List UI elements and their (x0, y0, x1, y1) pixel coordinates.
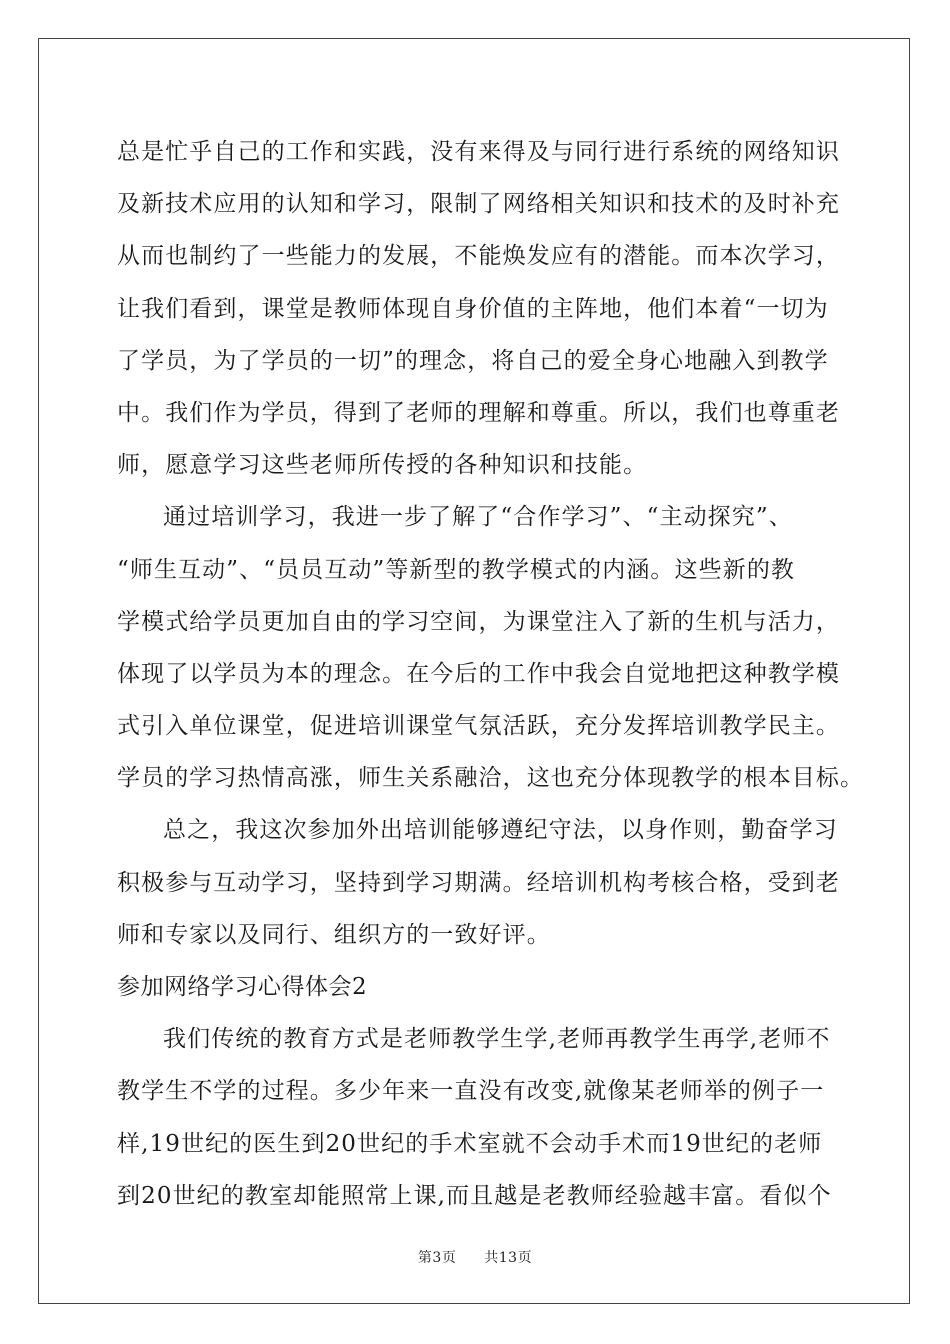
paragraph-1 (117, 126, 847, 491)
text-line: 式引入单位课堂，促进培训课堂气氛活跃，充分发挥培训教学民主。 (117, 713, 840, 740)
text-line: 从而也制约了一些能力的发展，不能焕发应有的潜能。而本次学习， (117, 243, 840, 270)
text-line: 了学员，为了学员的一切”的理念，将自己的爱全身心地融入到教学 (117, 347, 829, 374)
text-line: 总之，我这次参加外出培训能够遵纪守法，以身作则，勤奋学习 (163, 817, 838, 844)
page-footer (0, 1247, 950, 1267)
text-line: 积极参与互动学习，坚持到学习期满。经培训机构考核合格，受到老 (117, 869, 840, 896)
text-line: 及新技术应用的认知和学习，限制了网络相关知识和技术的及时补充 (117, 191, 840, 218)
text-line: 学模式给学员更加自由的学习空间，为课堂注入了新的生机与活力， (117, 608, 840, 635)
paragraph-4 (117, 1013, 847, 1222)
text-line: “师生互动”、“员员互动”等新型的教学模式的内涵。这些新的教 (117, 556, 796, 583)
text-line: 中。我们作为学员，得到了老师的理解和尊重。所以，我们也尊重老 (117, 399, 840, 426)
text-line: 样,19世纪的医生到20世纪的手术室就不会动手术而19世纪的老师 (117, 1130, 823, 1157)
text-line: 总是忙乎自己的工作和实践，没有来得及与同行进行系统的网络知识 (117, 139, 840, 165)
paragraph-3 (117, 804, 847, 961)
text-line: 师和专家以及同行、组织方的一致好评。 (117, 921, 551, 948)
text-line: 到20世纪的教室却能照常上课,而且越是老教师经验越丰富。看似个 (117, 1182, 832, 1209)
text-line: 学员的学习热情高涨，师生关系融洽，这也充分体现教学的根本目标。 (117, 765, 865, 792)
text-line: 通过培训学习，我进一步了解了“合作学习”、“主动探究”、 (163, 504, 793, 531)
text-line: 我们传统的教育方式是老师教学生学,老师再教学生再学,老师不 (163, 1026, 831, 1053)
text-line: 让我们看到，课堂是教师体现自身价值的主阵地，他们本着“一切为 (117, 295, 829, 322)
page-total: 共13页 (484, 1250, 533, 1266)
text-line: 教学生不学的过程。多少年来一直没有改变,就像某老师举的例子一 (117, 1078, 825, 1105)
page-number: 第3页 (417, 1250, 457, 1266)
text-line: 师，愿意学习这些老师所传授的各种知识和技能。 (117, 452, 648, 479)
paragraph-2 (117, 491, 865, 804)
text-line: 体现了以学员为本的理念。在今后的工作中我会自觉地把这种教学模 (117, 660, 840, 687)
section-heading: 参加网络学习心得体会2 (117, 974, 368, 1000)
document-body (117, 126, 865, 1222)
